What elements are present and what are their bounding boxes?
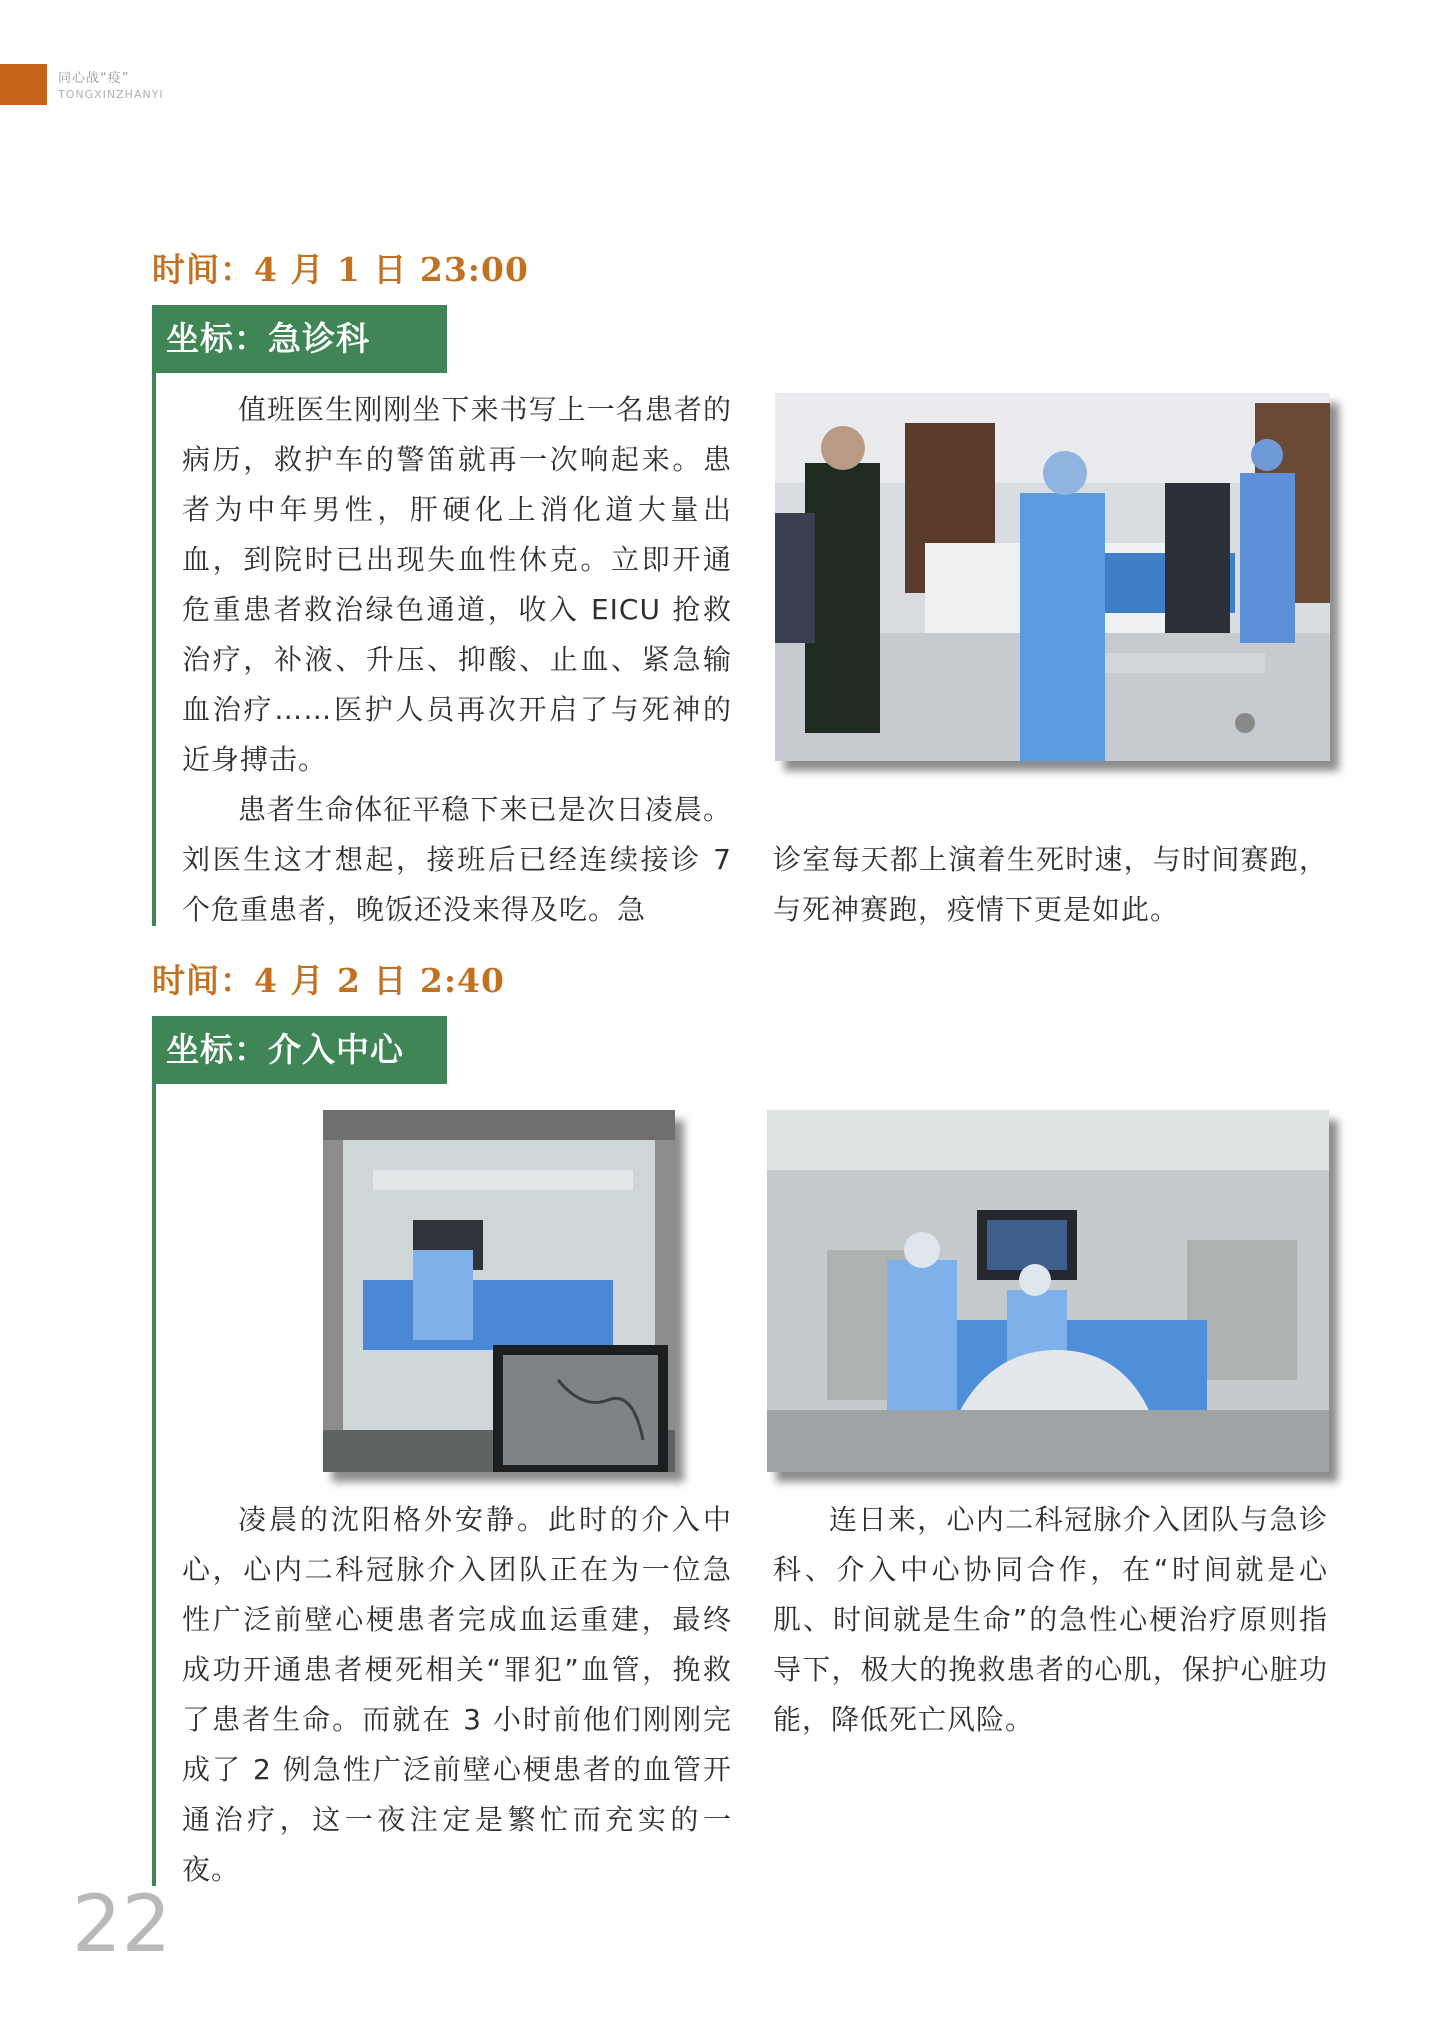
section1-vertical-rule — [152, 373, 156, 926]
section2-location-label: 坐标：介入中心 — [152, 1016, 447, 1084]
photo-cath-lab-operation — [767, 1110, 1329, 1472]
section1-location-label: 坐标：急诊科 — [152, 305, 447, 373]
photo-cath-lab-window — [323, 1110, 675, 1472]
header-title: 同心战“疫” — [58, 71, 130, 86]
section1-paragraph-2: 患者生命体征平稳下来已是次日凌晨。刘医生这才想起，接班后已经连续接诊 7 个危重患者，晚饭还没来得及吃。急 — [182, 793, 732, 926]
section2-vertical-rule — [152, 1084, 156, 1886]
section1-paragraph-1: 值班医生刚刚坐下来书写上一名患者的病历，救护车的警笛就再一次响起来。患者为中年男性，肝硬化上消化道大量出血，到院时已出现失血性休克。立即开通危重患者救治绿色通道，收入 EICU 抢救治疗，补液、升压、抑酸、止血、紧急输血治疗……医护人员再次开启了与死神的近身搏击。 — [182, 393, 732, 776]
section2-right-text — [773, 1495, 1328, 1745]
page-number: 22 — [72, 1880, 172, 1970]
header-subtitle: TONGXINZHANYI — [58, 88, 164, 101]
photo-emergency-transfer — [775, 393, 1330, 761]
section2-paragraph-right: 连日来，心内二科冠脉介入团队与急诊科、介入中心协同合作，在“时间就是心肌、时间就是生命”的急性心梗治疗原则指导下，极大的挽救患者的心肌，保护心脏功能，降低死亡风险。 — [773, 1503, 1328, 1736]
section2-time-heading: 时间：4 月 2 日 2:40 — [152, 961, 505, 1000]
section1-right-text — [773, 835, 1328, 935]
section1-left-text — [182, 385, 732, 935]
section2-left-text — [182, 1495, 732, 1895]
section1-time-heading: 时间：4 月 1 日 23:00 — [152, 250, 529, 289]
header-color-bar — [0, 64, 47, 105]
section2-paragraph-left: 凌晨的沈阳格外安静。此时的介入中心，心内二科冠脉介入团队正在为一位急性广泛前壁心梗患者完成血运重建，最终成功开通患者梗死相关“罪犯”血管，挽救了患者生命。而就在 3 小时前他们刚刚完成了 2 例急性广泛前壁心梗患者的血管开通治疗，这一夜注定是繁忙而充实的一夜。 — [182, 1503, 732, 1886]
section1-paragraph-continued: 诊室每天都上演着生死时速，与时间赛跑，与死神赛跑，疫情下更是如此。 — [773, 843, 1328, 926]
